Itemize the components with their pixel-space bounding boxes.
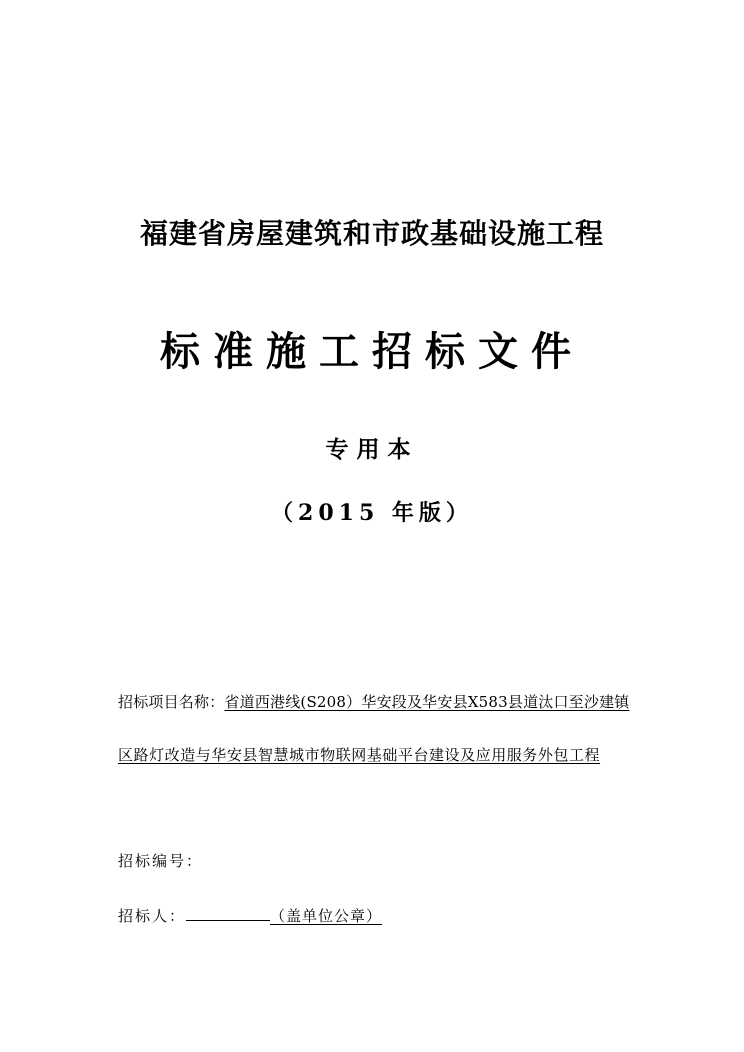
tender-number-row [118,849,203,873]
title-line-1: 福建省房屋建筑和市政基础设施工程 [139,217,604,250]
project-name-value-line-2: 区路灯改造与华安县智慧城市物联网基础平台建设及应用服务外包工程 [118,746,601,764]
project-name-row [118,690,629,714]
main-title: 标准施工招标文件 [160,328,584,375]
tenderer-label: 招标人： [118,907,187,925]
project-name-row-2 [118,743,600,767]
edition-label: （2015 年版） [271,500,473,526]
project-name-label: 招标项目名称： [118,693,225,711]
tender-number-label: 招标编号： [118,852,204,870]
tenderer-blank-line [186,904,270,921]
tenderer-row [118,904,382,928]
subtitle: 专用本 [325,436,419,463]
project-name-value-line-1: 省道西港线(S208）华安段及华安县X583县道汰口至沙建镇 [224,693,630,711]
tenderer-stamp-note: （盖单位公章） [270,907,383,925]
